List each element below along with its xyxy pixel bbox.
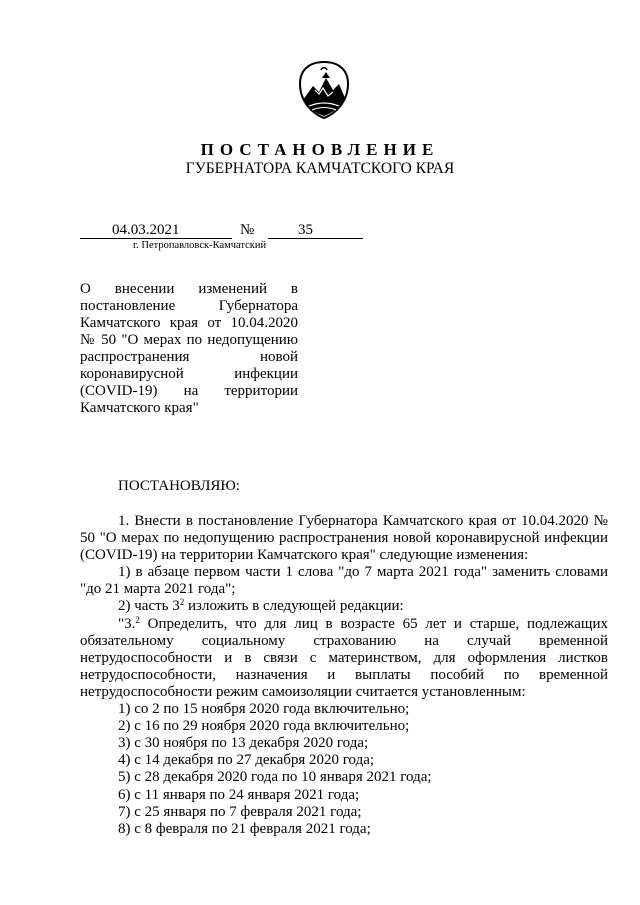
decree-heading: ПОСТАНОВЛЯЮ: [118,478,240,494]
list-item: 1) со 2 по 15 ноября 2020 года включительно; [118,701,410,718]
document-subject: О внесении изменений в постановление Губернатора Камчатского края от 10.04.2020 № 50 "О мерах по недопущению распространения новой коронавирусной инфекции (COVID-19) на территории Камчатского края" [80,281,298,416]
list-item: 3) с 30 ноября по 13 декабря 2020 года; [118,735,369,752]
paragraph-2: 1) в абзаце первом части 1 слова "до 7 марта 2021 года" заменить словами "до 21 марта 2021 года"; [80,564,608,598]
list-item: 6) с 11 января по 24 января 2021 года; [118,786,360,803]
document-body [80,513,608,838]
number-underline [268,238,363,239]
list-item: 5) с 28 декабря 2020 года по 10 января 2021 года; [118,769,432,786]
list-item: 4) с 14 декабря по 27 декабря 2020 года; [118,752,375,769]
document-date: 04.03.2021 [112,222,180,238]
paragraph-3: 2) часть $3^2$ изложить в следующей редакции: [118,597,404,615]
city-label: г. Петропавловск-Камчатский [133,240,267,251]
paragraph-4: "3.$^2$ Определить, что для лиц в возрасте 65 лет и старше, подлежащих обязательному социальному страхованию на случай временной нетрудоспособности и в связи с материнством, для оформления листков нетрудоспособности, назначения и выплаты пособий по временной нетрудоспособности режим самоизоляции считается установленным: [80,614,608,700]
document-number: 35 [298,222,313,238]
coat-of-arms-icon [295,60,353,120]
number-sign: № [240,222,255,238]
list-item: 7) с 25 января по 7 февраля 2021 года; [118,803,362,820]
document-subtitle: ГУБЕРНАТОРА КАМЧАТСКОГО КРАЯ [185,160,455,177]
list-item: 2) с 16 по 29 ноября 2020 года включительно; [118,718,410,735]
list-item: 8) с 8 февраля по 21 февраля 2021 года; [118,820,371,837]
paragraph-1: 1. Внести в постановление Губернатора Камчатского края от 10.04.2020 № 50 "О мерах по недопущению распространения новой коронавирусной инфекции (COVID-19) на территории Камчатского края" следующие изменения: [80,513,608,564]
document-title: ПОСТАНОВЛЕНИЕ [200,140,440,159]
